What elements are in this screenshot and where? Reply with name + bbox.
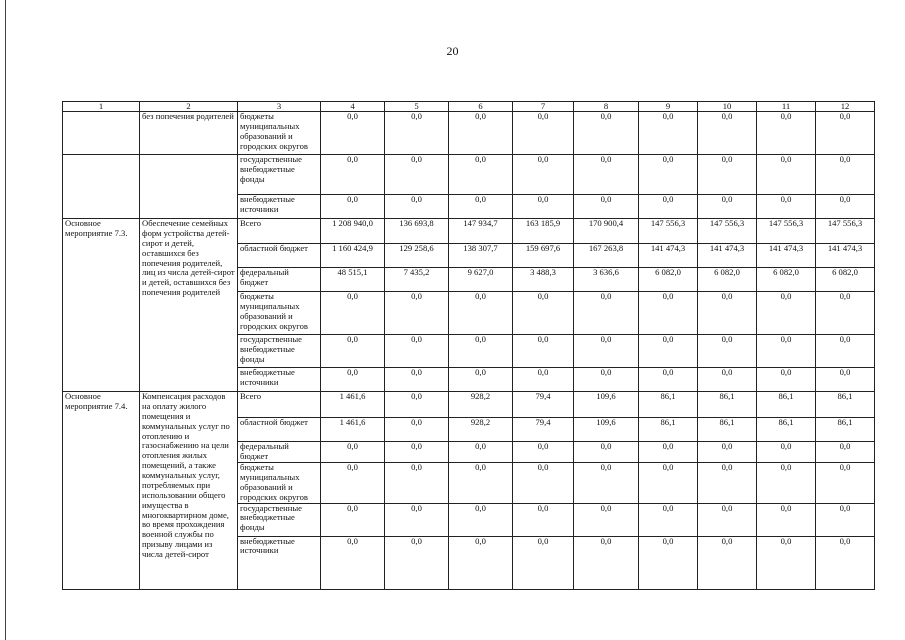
value-cell: 0,0 — [513, 368, 574, 392]
value-cell: 0,0 — [639, 292, 698, 335]
header-cell: 8 — [574, 102, 639, 112]
value-cell: 0,0 — [698, 335, 757, 368]
value-cell: 1 160 424,9 — [321, 244, 385, 268]
value-cell: 3 488,3 — [513, 268, 574, 292]
header-cell: 10 — [698, 102, 757, 112]
value-cell: 0,0 — [757, 463, 816, 504]
value-cell: 0,0 — [574, 442, 639, 463]
value-cell: 0,0 — [757, 335, 816, 368]
value-cell: 1 461,6 — [321, 418, 385, 442]
value-cell: 0,0 — [321, 292, 385, 335]
value-cell: 0,0 — [321, 155, 385, 195]
value-cell: 0,0 — [639, 155, 698, 195]
value-cell: 0,0 — [449, 503, 513, 536]
value-cell: 0,0 — [513, 112, 574, 155]
value-cell: 0,0 — [449, 292, 513, 335]
value-cell: 0,0 — [574, 335, 639, 368]
value-cell: 0,0 — [449, 368, 513, 392]
value-cell: 0,0 — [639, 195, 698, 219]
value-cell: 0,0 — [816, 292, 875, 335]
value-cell: 147 556,3 — [816, 219, 875, 244]
value-cell: 0,0 — [816, 503, 875, 536]
value-cell: 928,2 — [449, 418, 513, 442]
table-row — [63, 392, 875, 418]
funding-source-cell: внебюджетные источники — [238, 195, 321, 219]
value-cell: 0,0 — [816, 335, 875, 368]
value-cell: 0,0 — [698, 155, 757, 195]
funding-source-cell: федеральный бюджет — [238, 268, 321, 292]
value-cell: 0,0 — [574, 536, 639, 589]
value-cell: 0,0 — [639, 335, 698, 368]
value-cell: 147 934,7 — [449, 219, 513, 244]
value-cell: 6 082,0 — [639, 268, 698, 292]
value-cell: 7 435,2 — [385, 268, 449, 292]
table-row — [63, 155, 875, 195]
value-cell: 86,1 — [816, 418, 875, 442]
measure-cell — [63, 155, 140, 219]
description-cell: Обеспечение семейных форм устройства детей-сирот и детей, оставшихся без попечения родителей, лиц из числа детей-сирот и детей, оставшихся без попечения родителей — [140, 219, 238, 392]
value-cell: 48 515,1 — [321, 268, 385, 292]
value-cell: 0,0 — [449, 536, 513, 589]
funding-source-cell: государственные внебюджетные фонды — [238, 155, 321, 195]
value-cell: 0,0 — [513, 292, 574, 335]
value-cell: 0,0 — [639, 536, 698, 589]
value-cell: 141 474,3 — [757, 244, 816, 268]
value-cell: 0,0 — [574, 195, 639, 219]
funding-source-cell: бюджеты муниципальных образований и городских округов — [238, 463, 321, 504]
value-cell: 0,0 — [513, 536, 574, 589]
table-row — [63, 219, 875, 244]
funding-source-cell: внебюджетные источники — [238, 536, 321, 589]
value-cell: 0,0 — [757, 112, 816, 155]
funding-source-cell: федеральный бюджет — [238, 442, 321, 463]
value-cell: 0,0 — [816, 195, 875, 219]
value-cell: 109,6 — [574, 392, 639, 418]
header-cell: 11 — [757, 102, 816, 112]
value-cell: 0,0 — [385, 195, 449, 219]
value-cell: 6 082,0 — [698, 268, 757, 292]
value-cell: 86,1 — [698, 392, 757, 418]
value-cell: 86,1 — [757, 392, 816, 418]
value-cell: 0,0 — [385, 292, 449, 335]
value-cell: 0,0 — [321, 442, 385, 463]
value-cell: 86,1 — [698, 418, 757, 442]
value-cell: 0,0 — [449, 463, 513, 504]
value-cell: 0,0 — [639, 368, 698, 392]
funding-source-cell: Всего — [238, 392, 321, 418]
value-cell: 0,0 — [449, 112, 513, 155]
value-cell: 0,0 — [513, 195, 574, 219]
value-cell: 86,1 — [757, 418, 816, 442]
value-cell: 0,0 — [698, 536, 757, 589]
value-cell: 0,0 — [321, 195, 385, 219]
value-cell: 0,0 — [574, 368, 639, 392]
header-cell: 2 — [140, 102, 238, 112]
value-cell: 170 900,4 — [574, 219, 639, 244]
header-cell: 5 — [385, 102, 449, 112]
value-cell: 0,0 — [816, 442, 875, 463]
value-cell: 0,0 — [574, 292, 639, 335]
value-cell: 0,0 — [574, 503, 639, 536]
value-cell: 0,0 — [698, 503, 757, 536]
header-cell: 9 — [639, 102, 698, 112]
value-cell: 147 556,3 — [757, 219, 816, 244]
measure-cell: Основное мероприятие 7.4. — [63, 392, 140, 590]
value-cell: 136 693,8 — [385, 219, 449, 244]
value-cell: 0,0 — [698, 195, 757, 219]
value-cell: 0,0 — [513, 463, 574, 504]
value-cell: 0,0 — [816, 112, 875, 155]
value-cell: 0,0 — [513, 442, 574, 463]
value-cell: 928,2 — [449, 392, 513, 418]
value-cell: 6 082,0 — [757, 268, 816, 292]
value-cell: 0,0 — [321, 368, 385, 392]
value-cell: 109,6 — [574, 418, 639, 442]
value-cell: 0,0 — [513, 335, 574, 368]
header-row — [63, 102, 875, 112]
value-cell: 0,0 — [321, 112, 385, 155]
table-row — [63, 112, 875, 155]
funding-source-cell: областной бюджет — [238, 244, 321, 268]
measure-cell: Основное мероприятие 7.3. — [63, 219, 140, 392]
value-cell: 0,0 — [816, 463, 875, 504]
value-cell: 0,0 — [385, 368, 449, 392]
value-cell: 0,0 — [698, 463, 757, 504]
value-cell: 0,0 — [757, 292, 816, 335]
value-cell: 0,0 — [385, 392, 449, 418]
header-cell: 3 — [238, 102, 321, 112]
value-cell: 0,0 — [757, 536, 816, 589]
value-cell: 0,0 — [321, 335, 385, 368]
value-cell: 0,0 — [385, 463, 449, 504]
value-cell: 0,0 — [385, 112, 449, 155]
value-cell: 141 474,3 — [639, 244, 698, 268]
value-cell: 147 556,3 — [639, 219, 698, 244]
value-cell: 9 627,0 — [449, 268, 513, 292]
description-cell — [140, 155, 238, 219]
value-cell: 0,0 — [816, 368, 875, 392]
value-cell: 163 185,9 — [513, 219, 574, 244]
description-cell: Компенсация расходов на оплату жилого помещения и коммунальных услуг по отоплению и газоснабжению на цели отопления жилых помещений, а также коммунальных услуг, потребляемых при использовании общего имущества в многоквартирном доме, во время прохождения военной службы по призыву лицами из числа детей-сирот — [140, 392, 238, 590]
value-cell: 147 556,3 — [698, 219, 757, 244]
value-cell: 1 461,6 — [321, 392, 385, 418]
value-cell: 1 208 940,0 — [321, 219, 385, 244]
value-cell: 0,0 — [639, 463, 698, 504]
value-cell: 6 082,0 — [816, 268, 875, 292]
value-cell: 0,0 — [698, 292, 757, 335]
value-cell: 0,0 — [574, 155, 639, 195]
value-cell: 0,0 — [639, 503, 698, 536]
value-cell: 167 263,8 — [574, 244, 639, 268]
value-cell: 0,0 — [321, 536, 385, 589]
value-cell: 159 697,6 — [513, 244, 574, 268]
value-cell: 141 474,3 — [698, 244, 757, 268]
value-cell: 0,0 — [449, 335, 513, 368]
page-number: 20 — [446, 44, 459, 58]
value-cell: 3 636,6 — [574, 268, 639, 292]
value-cell: 0,0 — [449, 195, 513, 219]
value-cell: 0,0 — [321, 503, 385, 536]
value-cell: 0,0 — [385, 335, 449, 368]
header-cell: 7 — [513, 102, 574, 112]
funding-source-cell: государственные внебюджетные фонды — [238, 503, 321, 536]
description-cell: без попечения родителей — [140, 112, 238, 155]
budget-table — [62, 101, 875, 590]
value-cell: 0,0 — [816, 155, 875, 195]
funding-source-cell: внебюджетные источники — [238, 368, 321, 392]
funding-source-cell: Всего — [238, 219, 321, 244]
value-cell: 0,0 — [816, 536, 875, 589]
value-cell: 0,0 — [385, 155, 449, 195]
measure-cell — [63, 112, 140, 155]
value-cell: 0,0 — [698, 112, 757, 155]
value-cell: 0,0 — [639, 442, 698, 463]
value-cell: 86,1 — [816, 392, 875, 418]
value-cell: 0,0 — [513, 155, 574, 195]
funding-source-cell: бюджеты муниципальных образований и городских округов — [238, 292, 321, 335]
value-cell: 0,0 — [757, 442, 816, 463]
value-cell: 0,0 — [757, 195, 816, 219]
funding-source-cell: бюджеты муниципальных образований и городских округов — [238, 112, 321, 155]
value-cell: 0,0 — [574, 463, 639, 504]
value-cell: 0,0 — [574, 112, 639, 155]
value-cell: 141 474,3 — [816, 244, 875, 268]
header-cell: 6 — [449, 102, 513, 112]
funding-source-cell: областной бюджет — [238, 418, 321, 442]
value-cell: 79,4 — [513, 418, 574, 442]
value-cell: 0,0 — [385, 442, 449, 463]
funding-source-cell: государственные внебюджетные фонды — [238, 335, 321, 368]
value-cell: 129 258,6 — [385, 244, 449, 268]
header-cell: 4 — [321, 102, 385, 112]
value-cell: 0,0 — [698, 368, 757, 392]
value-cell: 0,0 — [385, 418, 449, 442]
page-margin-line — [5, 0, 6, 640]
header-cell: 1 — [63, 102, 140, 112]
value-cell: 0,0 — [385, 536, 449, 589]
value-cell: 138 307,7 — [449, 244, 513, 268]
value-cell: 0,0 — [321, 463, 385, 504]
header-cell: 12 — [816, 102, 875, 112]
value-cell: 0,0 — [449, 442, 513, 463]
value-cell: 0,0 — [757, 503, 816, 536]
value-cell: 0,0 — [385, 503, 449, 536]
value-cell: 86,1 — [639, 418, 698, 442]
value-cell: 0,0 — [698, 442, 757, 463]
value-cell: 0,0 — [757, 155, 816, 195]
value-cell: 0,0 — [449, 155, 513, 195]
value-cell: 79,4 — [513, 392, 574, 418]
value-cell: 0,0 — [639, 112, 698, 155]
value-cell: 0,0 — [757, 368, 816, 392]
value-cell: 86,1 — [639, 392, 698, 418]
value-cell: 0,0 — [513, 503, 574, 536]
